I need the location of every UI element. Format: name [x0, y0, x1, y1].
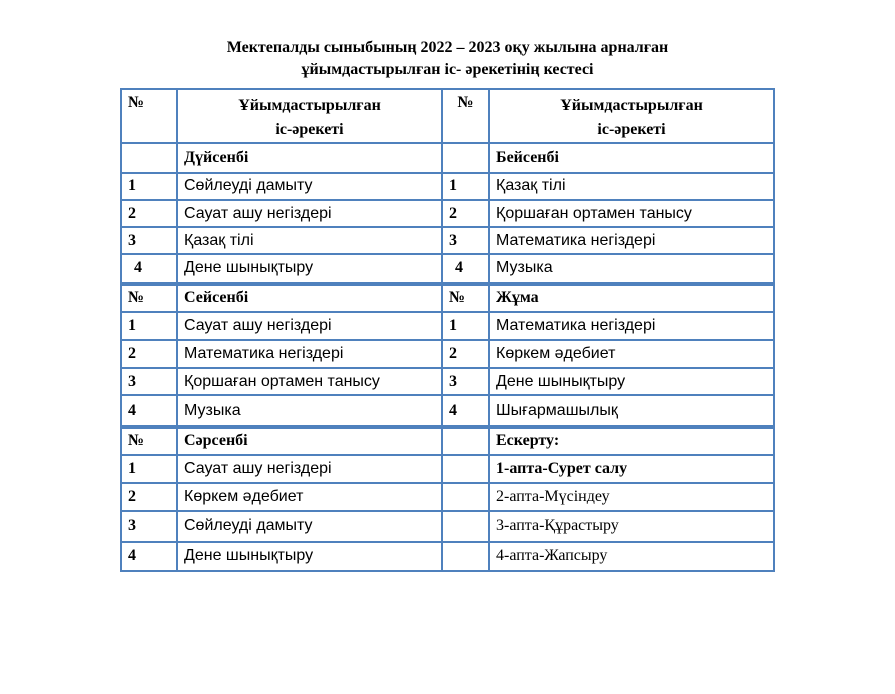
- row-number: 4: [121, 254, 177, 282]
- empty-cell: [442, 426, 489, 455]
- document-title-line1: Мектепалды сыныбының 2022 – 2023 оқу жылына арналған: [226, 39, 669, 56]
- table-row: [121, 368, 774, 395]
- table-row: [121, 395, 774, 425]
- row-number: 2: [442, 340, 489, 368]
- activity-cell: Сөйлеуді дамыту: [177, 511, 442, 541]
- day-thursday: Бейсенбі: [489, 143, 774, 172]
- empty-cell: [121, 143, 177, 172]
- activity-cell: Дене шынықтыру: [177, 254, 442, 282]
- table-row: [121, 200, 774, 227]
- header-row: [121, 89, 774, 143]
- header-activity-line2: іс-әрекеті: [275, 121, 344, 138]
- table-row: [121, 312, 774, 340]
- day-friday: Жұма: [489, 283, 774, 312]
- header-activity: [177, 89, 442, 143]
- table-row: [121, 227, 774, 254]
- schedule-table: [120, 88, 775, 572]
- header-activity-line2: іс-әрекеті: [597, 121, 666, 138]
- activity-cell: Көркем әдебиет: [489, 340, 774, 368]
- day-row: [121, 426, 774, 455]
- note-item: 4-апта-Жапсыру: [489, 542, 774, 571]
- document-title-line2: ұйымдастырылған іс- әрекетінің кестесі: [301, 61, 594, 78]
- activity-cell: Сауат ашу негіздері: [177, 312, 442, 340]
- table-row: [121, 254, 774, 282]
- row-number: 1: [442, 173, 489, 200]
- day-tuesday: Сейсенбі: [177, 283, 442, 312]
- activity-cell: Дене шынықтыру: [177, 542, 442, 571]
- empty-cell: [442, 511, 489, 541]
- note-item: 3-апта-Құрастыру: [489, 511, 774, 541]
- activity-cell: Сауат ашу негіздері: [177, 455, 442, 483]
- row-number: 3: [121, 368, 177, 395]
- empty-cell: [442, 455, 489, 483]
- header-activity-right: [489, 89, 774, 143]
- row-number: 2: [121, 483, 177, 511]
- activity-cell: Дене шынықтыру: [489, 368, 774, 395]
- activity-cell: Сауат ашу негіздері: [177, 200, 442, 227]
- table-row: [121, 173, 774, 200]
- row-number: 1: [442, 312, 489, 340]
- row-number: 1: [121, 173, 177, 200]
- note-title: Ескерту:: [489, 426, 774, 455]
- activity-cell: Математика негіздері: [489, 227, 774, 254]
- header-num: №: [121, 89, 177, 143]
- day-wednesday: Сәрсенбі: [177, 426, 442, 455]
- row-number: 1: [121, 312, 177, 340]
- row-number: 3: [442, 227, 489, 254]
- table-row: [121, 511, 774, 541]
- table-row: [121, 455, 774, 483]
- activity-cell: Музыка: [489, 254, 774, 282]
- empty-cell: [442, 483, 489, 511]
- row-number: 4: [121, 542, 177, 571]
- activity-cell: Қазақ тілі: [489, 173, 774, 200]
- row-number: 1: [121, 455, 177, 483]
- row-number: 2: [442, 200, 489, 227]
- row-number: 3: [121, 511, 177, 541]
- activity-cell: Математика негіздері: [489, 312, 774, 340]
- row-number: 4: [442, 254, 489, 282]
- row-number: 2: [121, 200, 177, 227]
- table-row: [121, 542, 774, 571]
- empty-cell: [442, 542, 489, 571]
- row-number: 4: [121, 395, 177, 425]
- activity-cell: Математика негіздері: [177, 340, 442, 368]
- activity-cell: Көркем әдебиет: [177, 483, 442, 511]
- day-monday: Дүйсенбі: [177, 143, 442, 172]
- header-activity-line1: Ұйымдастырылған: [560, 97, 703, 114]
- header-num-right: №: [442, 89, 489, 143]
- activity-cell: Қоршаған ортамен танысу: [177, 368, 442, 395]
- table-row: [121, 340, 774, 368]
- note-item: 2-апта-Мүсіндеу: [489, 483, 774, 511]
- activity-cell: Сөйлеуді дамыту: [177, 173, 442, 200]
- activity-cell: Қазақ тілі: [177, 227, 442, 254]
- day-num-label: №: [121, 426, 177, 455]
- day-num-label: №: [442, 283, 489, 312]
- empty-cell: [442, 143, 489, 172]
- table-row: [121, 483, 774, 511]
- activity-cell: Шығармашылық: [489, 395, 774, 425]
- row-number: 3: [442, 368, 489, 395]
- activity-cell: Қоршаған ортамен танысу: [489, 200, 774, 227]
- day-row: [121, 283, 774, 312]
- note-item: 1-апта-Сурет салу: [489, 455, 774, 483]
- row-number: 4: [442, 395, 489, 425]
- day-num-label: №: [121, 283, 177, 312]
- header-activity-line1: Ұйымдастырылған: [238, 97, 381, 114]
- row-number: 3: [121, 227, 177, 254]
- activity-cell: Музыка: [177, 395, 442, 425]
- day-row: [121, 143, 774, 172]
- row-number: 2: [121, 340, 177, 368]
